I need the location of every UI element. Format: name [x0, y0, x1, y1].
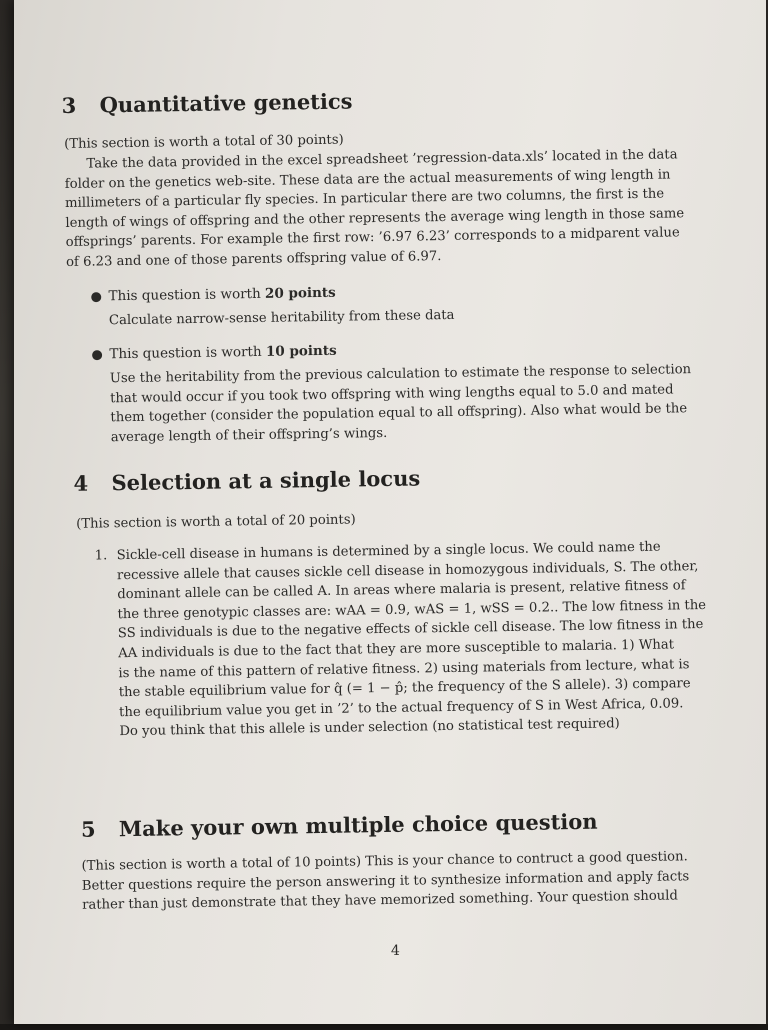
section-5-heading [81, 809, 598, 842]
question-2-line: that would occur if you took two offspring with wing lengths equal to 5.0 and mated [110, 382, 674, 406]
section-3-line: Take the data provided in the excel spreadsheet ’regression-data.xls’ located in the data [86, 147, 678, 172]
section-5-number: 5 [80, 816, 96, 842]
item-line: dominant allele can be called A. In areas where malaria is present, relative fitness of [117, 578, 686, 603]
item-line: SS individuals is due to the negative effects of sickle cell disease. The low fitness in the [117, 617, 704, 642]
section-5-line: (This section is worth a total of 10 points) This is your chance to contruct a good question. [81, 849, 688, 874]
question-2 [91, 335, 692, 448]
item-line: the stable equilibrium value for q̂ (= 1 − p̂; the frequency of the S allele). 3) compare [118, 676, 691, 701]
section-4-heading [73, 465, 420, 495]
section-5-line: Better questions require the person answering it to synthesize information and apply facts [81, 868, 690, 894]
item-body [95, 537, 709, 743]
section-3-title: Quantitative genetics [99, 88, 353, 118]
section-3-line: millimeters of a particular fly species. In particular there are two columns, the first is the [64, 186, 665, 212]
section-5-body [81, 847, 689, 915]
item-line: the three genotypic classes are: wAA = 0.9, wAS = 1, wSS = 0.2.. The low fitness in the [117, 597, 707, 622]
item-line: the equilibrium value you get in ’2’ to the actual frequency of S in West Africa, 0.09. [118, 696, 684, 720]
section-4-worth: (This section is worth a total of 20 points) [76, 512, 356, 532]
item-line: Sickle-cell disease in humans is determined by a single locus. We could name the [116, 539, 661, 564]
section-3-line: folder on the genetics web-site. These data are the actual measurements of wing length in [64, 167, 671, 192]
question-2-prefix: This question is worth [109, 343, 267, 363]
section-3-line: of 6.23 and one of those parents offspring value of 6.97. [65, 249, 442, 270]
question-2-line: average length of their offspring’s wings. [110, 425, 388, 446]
item-number: 1. [94, 548, 108, 564]
section-3-line: length of wings of offspring and the other represents the average wing length in those same [65, 206, 685, 231]
question-1 [90, 281, 454, 332]
bullet-icon: ● [91, 347, 103, 363]
item-line: Do you think that this allele is under selection (no statistical test required) [119, 716, 620, 740]
section-4-number: 4 [73, 470, 89, 496]
question-2-points: 10 points [265, 342, 337, 360]
item-line: AA individuals is due to the fact that they are more susceptible to malaria. 1) What [118, 637, 675, 662]
section-3-line: offsprings’ parents. For example the first row: ’6.97 6.23’ corresponds to a midparent value [65, 225, 680, 251]
question-2-line: them together (consider the population equal to all offspring). Also what would be the [110, 401, 688, 426]
page-number: 4 [390, 942, 400, 959]
bullet-icon: ● [90, 289, 103, 305]
section-4-item [95, 537, 709, 743]
section-3-worth: (This section is worth a total of 30 points) [64, 132, 344, 152]
section-3-heading [61, 88, 352, 118]
question-2-body [92, 360, 692, 448]
section-5-title: Make your own multiple choice question [118, 808, 598, 842]
question-1-text: Calculate narrow-sense heritability from these data [108, 307, 455, 329]
question-2-line: Use the heritability from the previous calculation to estimate the response to selection [109, 362, 692, 387]
question-1-prefix: This question is worth [108, 285, 266, 305]
section-3-body [64, 145, 685, 272]
item-line: is the name of this pattern of relative fitness. 2) using materials from lecture, what is [118, 656, 690, 681]
question-1-points: 20 points [264, 284, 336, 302]
item-line: recessive allele that causes sickle cell disease in homozygous individuals, S. The other, [116, 558, 699, 583]
section-4-title: Selection at a single locus [111, 465, 421, 496]
section-3-number: 3 [61, 92, 77, 119]
section-5-line: rather than just demonstrate that they have memorized something. Your question should [82, 888, 679, 913]
